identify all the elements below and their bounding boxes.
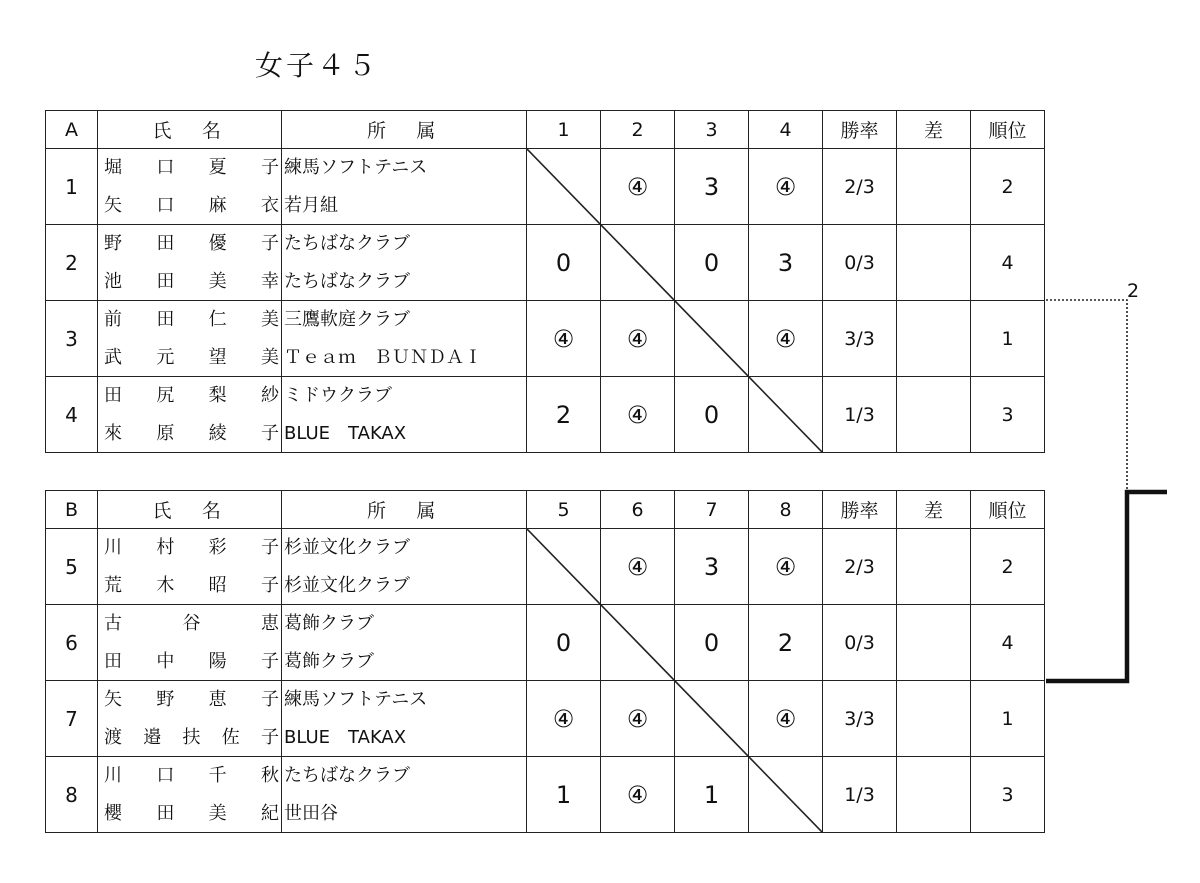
score-cell: 3 bbox=[749, 225, 823, 301]
score-cell: ④ bbox=[601, 301, 675, 377]
score-cell: 0 bbox=[675, 225, 749, 301]
entry-number: 3 bbox=[46, 301, 98, 377]
score-cell: 0 bbox=[675, 377, 749, 453]
bracket-seed-label: 2 bbox=[1127, 280, 1140, 302]
win-rate: 1/3 bbox=[823, 377, 897, 453]
rank: 3 bbox=[971, 377, 1045, 453]
player-name-char: 美 bbox=[208, 802, 227, 824]
player-name-char: 來 bbox=[104, 422, 122, 444]
win-rate: 2/3 bbox=[823, 529, 897, 605]
player-name-char: 梨 bbox=[208, 385, 227, 406]
player-name-char: 村 bbox=[156, 537, 175, 558]
player-name-char: 彩 bbox=[208, 537, 227, 558]
player-name-char: 子 bbox=[260, 157, 279, 178]
club-name: たちばなクラブ bbox=[284, 270, 410, 292]
club-name: たちばなクラブ bbox=[284, 765, 410, 786]
score-cell: 3 bbox=[675, 529, 749, 605]
player-name-char: 美 bbox=[208, 270, 227, 292]
player-name-char: 恵 bbox=[261, 613, 279, 634]
header-rank: 順位 bbox=[971, 111, 1045, 149]
score-cell: 1 bbox=[527, 757, 601, 833]
entry-number: 1 bbox=[46, 149, 98, 225]
club-name: 葛飾クラブ bbox=[284, 650, 374, 672]
header-opponent-2: 2 bbox=[601, 111, 675, 149]
header-club: 所 属 bbox=[282, 111, 527, 149]
club-name: ミドウクラブ bbox=[284, 385, 392, 406]
player-name-char: 美 bbox=[260, 309, 279, 330]
player-name-char: 古 bbox=[104, 613, 122, 634]
score-cell: 1 bbox=[675, 757, 749, 833]
player-name-char: 子 bbox=[260, 422, 279, 444]
header-diff: 差 bbox=[897, 111, 971, 149]
rank: 4 bbox=[971, 605, 1045, 681]
player-name-char: 渡 bbox=[104, 726, 122, 748]
player-name-char: 荒 bbox=[104, 574, 122, 596]
score-cell: ④ bbox=[601, 681, 675, 757]
player-name-char: 元 bbox=[156, 346, 175, 368]
player-name-char: 木 bbox=[156, 574, 175, 596]
player-name-char: 田 bbox=[156, 802, 175, 824]
score-cell: ④ bbox=[527, 681, 601, 757]
player-name-char: 仁 bbox=[208, 309, 227, 330]
header-diff: 差 bbox=[897, 491, 971, 529]
score-cell: ④ bbox=[749, 529, 823, 605]
score-cell: ④ bbox=[749, 681, 823, 757]
diagonal-line bbox=[527, 529, 823, 833]
club-name: BLUE TAKAX bbox=[284, 422, 407, 444]
score-cell: 2 bbox=[749, 605, 823, 681]
win-rate: 0/3 bbox=[823, 225, 897, 301]
score-cell: ④ bbox=[601, 377, 675, 453]
score-cell: 3 bbox=[675, 149, 749, 225]
self-match-diagonal bbox=[527, 149, 823, 453]
entry-number: 5 bbox=[46, 529, 98, 605]
score-cell: 2 bbox=[527, 377, 601, 453]
header-opponent-1: 1 bbox=[527, 111, 601, 149]
header-rank: 順位 bbox=[971, 491, 1045, 529]
player-name-char: 口 bbox=[156, 194, 175, 216]
rank: 1 bbox=[971, 301, 1045, 377]
player-name-char: 櫻 bbox=[104, 802, 122, 824]
player-name-char: 川 bbox=[104, 765, 122, 786]
player-name-char: 夏 bbox=[208, 157, 227, 178]
header-opponent-8: 8 bbox=[749, 491, 823, 529]
score-cell: ④ bbox=[601, 529, 675, 605]
header-opponent-3: 3 bbox=[675, 111, 749, 149]
player-name-char: 昭 bbox=[208, 574, 227, 596]
club-name: 若月組 bbox=[284, 194, 338, 216]
club-name: たちばなクラブ bbox=[284, 233, 410, 254]
rank: 2 bbox=[971, 529, 1045, 605]
player-name-char: 陽 bbox=[208, 650, 227, 672]
player-name-char: 扶 bbox=[182, 726, 201, 748]
score-cell: 0 bbox=[527, 605, 601, 681]
player-name-char: 堀 bbox=[104, 157, 122, 178]
club-name: 練馬ソフトテニス bbox=[284, 157, 428, 178]
player-name-char: 邉 bbox=[143, 726, 162, 748]
player-name-char: 矢 bbox=[104, 194, 122, 216]
player-name-char: 子 bbox=[260, 233, 279, 254]
header-opponent-6: 6 bbox=[601, 491, 675, 529]
win-rate: 0/3 bbox=[823, 605, 897, 681]
player-name-char: 子 bbox=[261, 726, 279, 748]
player-name-char: 望 bbox=[208, 346, 227, 368]
win-rate: 1/3 bbox=[823, 757, 897, 833]
player-name-char: 田 bbox=[104, 650, 122, 672]
player-name-char: 田 bbox=[156, 233, 175, 254]
player-name-char: 紀 bbox=[260, 802, 279, 824]
bracket-dotted-line bbox=[1046, 300, 1127, 492]
header-club: 所 属 bbox=[282, 491, 527, 529]
rank: 2 bbox=[971, 149, 1045, 225]
score-cell: ④ bbox=[527, 301, 601, 377]
score-cell: ④ bbox=[601, 149, 675, 225]
header-opponent-5: 5 bbox=[527, 491, 601, 529]
player-name-char: 前 bbox=[104, 309, 122, 330]
club-name: 三鷹軟庭クラブ bbox=[284, 309, 410, 330]
header-opponent-7: 7 bbox=[675, 491, 749, 529]
entry-number: 6 bbox=[46, 605, 98, 681]
page-title: 女子４５ bbox=[255, 49, 380, 82]
player-name-char: 優 bbox=[208, 233, 227, 254]
score-cell: ④ bbox=[601, 757, 675, 833]
header-name: 氏 名 bbox=[98, 111, 282, 149]
player-name-char: 武 bbox=[104, 346, 122, 368]
player-name-char: 野 bbox=[156, 689, 175, 710]
player-name-char: 田 bbox=[156, 270, 175, 292]
group-label: A bbox=[46, 111, 98, 149]
club-name: Ｔｅａｍ ＢＵＮＤＡＩ bbox=[284, 346, 482, 368]
bracket-solid-line bbox=[1046, 492, 1167, 681]
club-name: BLUE TAKAX bbox=[284, 726, 407, 748]
player-name-char: 秋 bbox=[260, 765, 279, 786]
club-name: 葛飾クラブ bbox=[284, 613, 374, 634]
player-name-char: 田 bbox=[104, 385, 122, 406]
rank: 1 bbox=[971, 681, 1045, 757]
player-name-char: 綾 bbox=[208, 422, 227, 444]
entry-number: 8 bbox=[46, 757, 98, 833]
self-match-diagonal bbox=[527, 529, 823, 833]
player-name-char: 紗 bbox=[260, 385, 279, 406]
rank: 3 bbox=[971, 757, 1045, 833]
score-cell: 0 bbox=[527, 225, 601, 301]
player-name-char: 野 bbox=[104, 233, 122, 254]
entry-number: 7 bbox=[46, 681, 98, 757]
player-name-char: 佐 bbox=[221, 726, 240, 748]
club-name: 練馬ソフトテニス bbox=[284, 689, 428, 710]
club-name: 世田谷 bbox=[284, 802, 338, 824]
player-name-char: 田 bbox=[156, 309, 175, 330]
player-name-char: 子 bbox=[260, 537, 279, 558]
player-name-char: 幸 bbox=[260, 270, 279, 292]
player-name-char: 池 bbox=[104, 270, 122, 292]
group-label: B bbox=[46, 491, 98, 529]
header-opponent-4: 4 bbox=[749, 111, 823, 149]
diagonal-line bbox=[527, 149, 823, 453]
win-rate: 3/3 bbox=[823, 301, 897, 377]
header-name: 氏 名 bbox=[98, 491, 282, 529]
player-name-char: 子 bbox=[260, 574, 279, 596]
entry-number: 2 bbox=[46, 225, 98, 301]
score-cell: 0 bbox=[675, 605, 749, 681]
header-rate: 勝率 bbox=[823, 111, 897, 149]
score-cell: ④ bbox=[749, 149, 823, 225]
entry-number: 4 bbox=[46, 377, 98, 453]
score-cell: ④ bbox=[749, 301, 823, 377]
player-name-char: 口 bbox=[156, 765, 175, 786]
player-name-char: 中 bbox=[156, 650, 175, 672]
player-name-char: 麻 bbox=[208, 194, 227, 216]
player-name-char: 谷 bbox=[182, 613, 201, 634]
club-name: 杉並文化クラブ bbox=[284, 537, 410, 558]
player-name-char: 矢 bbox=[104, 689, 122, 710]
player-name-char: 衣 bbox=[260, 194, 279, 216]
player-name-char: 千 bbox=[208, 765, 227, 786]
rank: 4 bbox=[971, 225, 1045, 301]
player-name-char: 子 bbox=[260, 650, 279, 672]
player-name-char: 尻 bbox=[156, 385, 175, 406]
header-rate: 勝率 bbox=[823, 491, 897, 529]
player-name-char: 川 bbox=[104, 537, 122, 558]
player-name-char: 原 bbox=[156, 422, 175, 444]
club-name: 杉並文化クラブ bbox=[284, 574, 410, 596]
win-rate: 3/3 bbox=[823, 681, 897, 757]
win-rate: 2/3 bbox=[823, 149, 897, 225]
player-name-char: 子 bbox=[260, 689, 279, 710]
player-name-char: 口 bbox=[156, 157, 175, 178]
player-name-char: 恵 bbox=[208, 689, 227, 710]
player-name-char: 美 bbox=[260, 346, 279, 368]
